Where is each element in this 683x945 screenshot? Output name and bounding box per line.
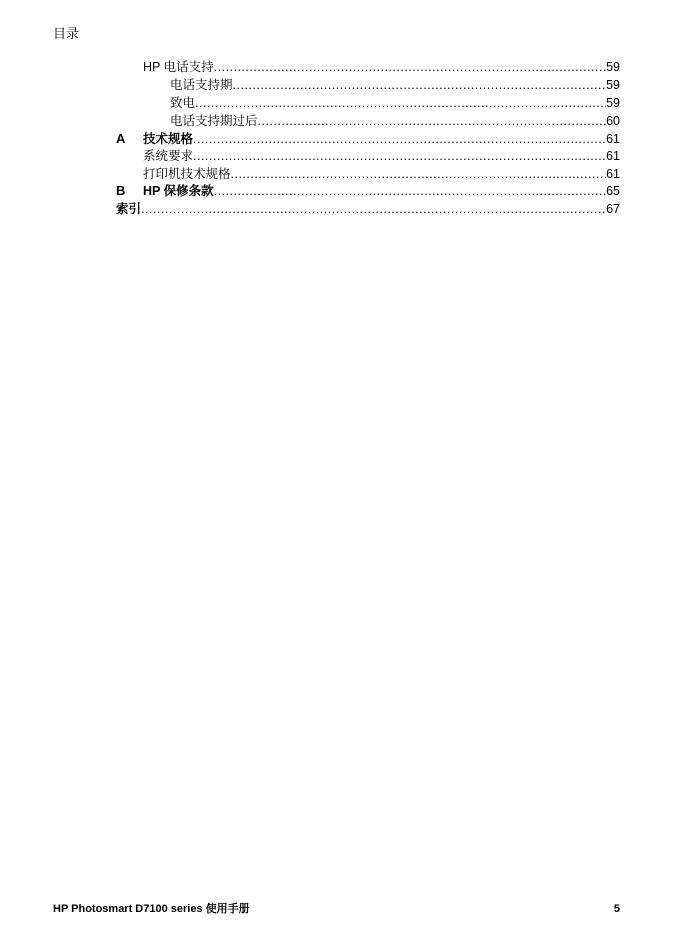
toc-entry-page: 61 <box>606 167 620 181</box>
toc-leader-dots <box>214 59 606 75</box>
toc-entry-line <box>170 77 620 93</box>
toc-leader-dots <box>233 77 607 93</box>
toc-entry[interactable] <box>0 166 683 182</box>
toc-entry-title: 索引 <box>116 202 142 216</box>
page-footer <box>53 902 620 916</box>
footer-page-number: 5 <box>613 903 620 915</box>
toc-entry-title: 打印机技术规格 <box>143 167 231 181</box>
toc-leader-dots <box>193 148 606 164</box>
toc-leader-dots <box>231 166 607 182</box>
toc-entry-line <box>170 113 620 129</box>
toc-entry-title: 技术规格 <box>143 132 194 146</box>
toc-entry-title: 电话支持期 <box>170 78 233 92</box>
toc-entry-page: 61 <box>606 149 620 163</box>
toc-entry-title: 电话支持期过后 <box>170 114 258 128</box>
toc-entry[interactable] <box>0 77 683 93</box>
toc-entry-line <box>143 131 620 147</box>
toc-entry-title: 系统要求 <box>143 149 194 163</box>
toc-entry[interactable] <box>0 148 683 164</box>
toc-leader-dots <box>214 183 606 199</box>
toc-appendix-entry[interactable] <box>0 183 683 199</box>
toc-leader-dots <box>141 201 606 217</box>
toc-entry-line <box>143 59 620 75</box>
toc-entry[interactable] <box>0 59 683 75</box>
toc-entry-page: 60 <box>606 114 620 128</box>
toc-leader-dots <box>195 95 606 111</box>
toc-index-entry[interactable] <box>0 201 683 217</box>
toc-entry-title: HP 电话支持 <box>143 60 214 74</box>
toc-entry-page: 59 <box>606 60 620 74</box>
toc-entry-line <box>170 95 620 111</box>
toc-entry-line <box>116 201 620 217</box>
toc-entry-page: 65 <box>606 184 620 198</box>
toc-appendix-entry[interactable] <box>0 131 683 147</box>
toc-entry-page: 61 <box>606 132 620 146</box>
toc-entry-title: 致电 <box>170 96 196 110</box>
footer-manual-title: HP Photosmart D7100 series 使用手册 <box>53 903 250 915</box>
toc-appendix-letter: A <box>116 131 126 146</box>
toc-entry[interactable] <box>0 95 683 111</box>
toc-entry-line <box>143 166 620 182</box>
toc-leader-dots <box>258 113 607 129</box>
page-header-title: 目录 <box>53 26 80 41</box>
toc-entry-title: HP 保修条款 <box>143 184 214 198</box>
toc-entry-page: 59 <box>606 96 620 110</box>
toc-entry-page: 67 <box>606 202 620 216</box>
toc-entry-page: 59 <box>606 78 620 92</box>
toc-entry-line <box>143 183 620 199</box>
toc-entry[interactable] <box>0 113 683 129</box>
toc-entry-line <box>143 148 620 164</box>
toc-appendix-letter: B <box>116 183 126 198</box>
toc-leader-dots <box>193 131 606 147</box>
